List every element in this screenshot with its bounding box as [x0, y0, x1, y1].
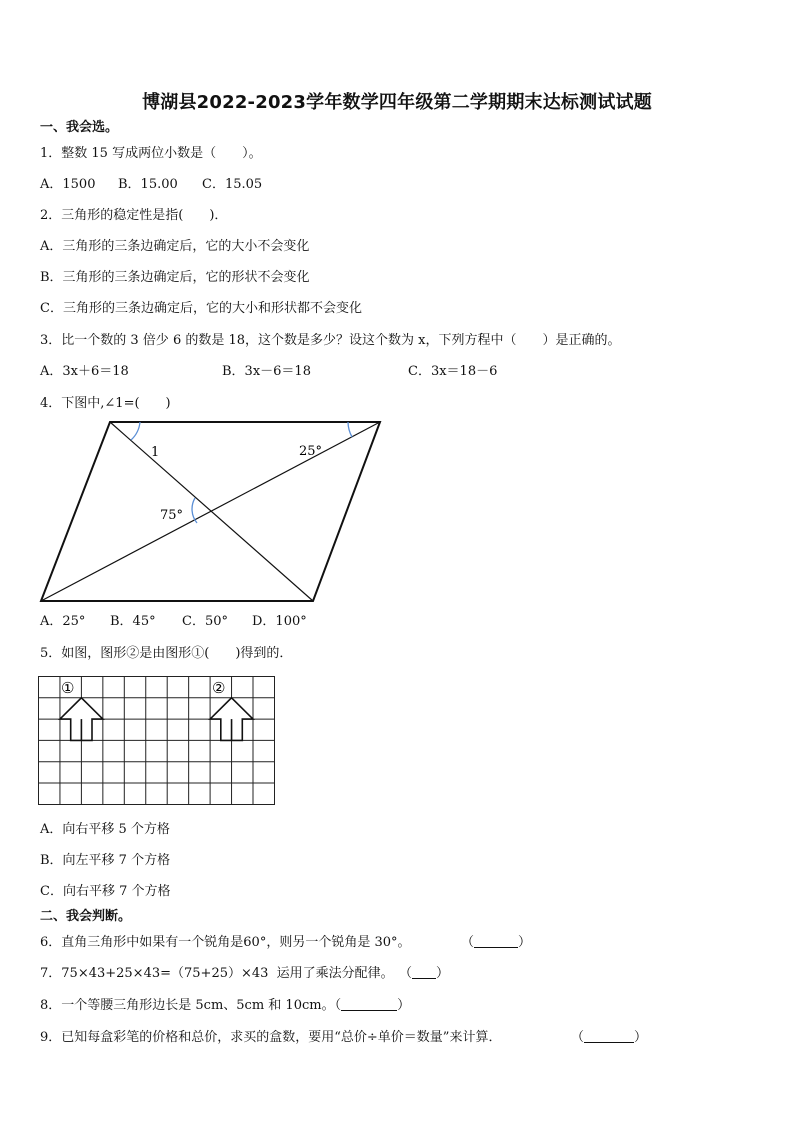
- q9-paren-open: （: [571, 1030, 585, 1045]
- q1-option-b[interactable]: B．15.00: [118, 177, 178, 192]
- angle-arc-1: [131, 422, 140, 440]
- section-heading-choice: 一、我会选。: [40, 120, 119, 135]
- angle-label-1: 1: [151, 445, 160, 460]
- q9-paren-close: ）: [634, 1030, 648, 1045]
- question-6-stem: 6．直角三角形中如果有一个锐角是60°，则另一个锐角是 30°。: [40, 935, 411, 950]
- shape-label-2: ②: [212, 679, 226, 697]
- q7-blank[interactable]: [412, 966, 436, 979]
- q4-option-d[interactable]: D．100°: [252, 614, 307, 629]
- q4-option-c[interactable]: C．50°: [182, 614, 228, 629]
- q7-paren-open: （: [399, 966, 413, 981]
- q4-option-b[interactable]: B．45°: [110, 614, 156, 629]
- q8-paren-close: ）: [397, 998, 411, 1013]
- question-3-stem: 3．比一个数的 3 倍少 6 的数是 18，这个数是多少？设这个数为 x，下列方程中（ ）是正确的。: [40, 333, 621, 348]
- q6-blank[interactable]: [474, 935, 518, 948]
- page-title: 博湖县2022-2023学年数学四年级第二学期期末达标测试试题: [142, 92, 652, 113]
- q3-option-a[interactable]: A．3x＋6＝18: [40, 364, 129, 379]
- q5-option-a[interactable]: A．向右平移 5 个方格: [40, 822, 170, 837]
- question-4-stem: 4．下图中,∠1=( ): [40, 396, 171, 411]
- question-1-stem: 1．整数 15 写成两位小数是（ ）。: [40, 146, 262, 161]
- section-heading-judge: 二、我会判断。: [40, 909, 132, 924]
- q2-option-a[interactable]: A．三角形的三条边确定后，它的大小不会变化: [40, 239, 310, 254]
- q9-blank[interactable]: [584, 1030, 634, 1043]
- angle-label-25: 25°: [299, 444, 323, 459]
- question-8-stem: 8．一个等腰三角形边长是 5cm、5cm 和 10cm。（: [40, 998, 342, 1013]
- parallelogram-figure: [30, 415, 390, 610]
- question-5-stem: 5．如图，图形②是由图形①( )得到的．: [40, 646, 293, 661]
- shape-label-1: ①: [61, 679, 75, 697]
- q3-option-b[interactable]: B．3x－6＝18: [222, 364, 311, 379]
- q2-option-c[interactable]: C．三角形的三条边确定后，它的大小和形状都不会变化: [40, 301, 362, 316]
- q6-paren-open: （: [461, 935, 475, 950]
- arrow-shape-1: [60, 698, 103, 741]
- question-7-stem: 7．75×43+25×43=（75+25）×43 运用了乘法分配律。: [40, 966, 394, 981]
- q8-answer-box[interactable]: [40, 997, 410, 1015]
- q7-answer-box[interactable]: [399, 965, 449, 983]
- angle-label-75: 75°: [160, 508, 184, 523]
- q1-option-a[interactable]: A．1500: [40, 177, 96, 192]
- arrow-shape-2: [210, 698, 253, 741]
- q5-option-c[interactable]: C．向右平移 7 个方格: [40, 884, 171, 899]
- q1-option-c[interactable]: C．15.05: [202, 177, 263, 192]
- q5-option-b[interactable]: B．向左平移 7 个方格: [40, 853, 171, 868]
- q7-paren-close: ）: [436, 966, 450, 981]
- angle-arc-25: [348, 422, 352, 437]
- question-2-stem: 2．三角形的稳定性是指( )．: [40, 208, 228, 223]
- grid-figure: [38, 676, 278, 808]
- q3-option-c[interactable]: C．3x＝18－6: [408, 364, 498, 379]
- q4-option-a[interactable]: A．25°: [40, 614, 86, 629]
- diagonal-line: [41, 422, 380, 601]
- q6-paren-close: ）: [518, 935, 532, 950]
- q9-answer-box[interactable]: [571, 1029, 647, 1047]
- q6-answer-box[interactable]: [461, 934, 531, 952]
- q2-option-b[interactable]: B．三角形的三条边确定后，它的形状不会变化: [40, 270, 310, 285]
- q8-blank[interactable]: [341, 998, 397, 1011]
- question-9-stem: 9．已知每盒彩笔的价格和总价，求买的盒数，要用“总价÷单价＝数量”来计算．: [40, 1030, 502, 1045]
